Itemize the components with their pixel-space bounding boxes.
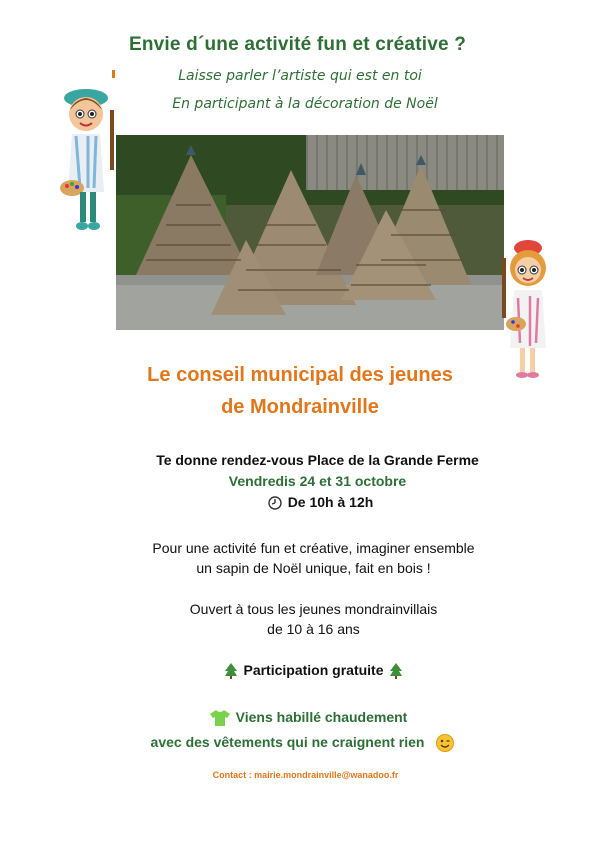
- page-title: Envie d´une activité fun et créative ?: [128, 34, 467, 55]
- clock-icon: [268, 496, 282, 510]
- audience-line1: Ouvert à tous les jeunes mondrainvillais: [189, 601, 438, 617]
- council-heading-line1: Le conseil municipal des jeunes: [147, 364, 453, 386]
- description-line1: Pour une activité fun et créative, imaginer ensemble: [152, 540, 475, 556]
- subtitle-decoration: En participant à la décoration de Noël: [172, 96, 438, 112]
- meeting-place: Te donne rendez-vous Place de la Grande Ferme: [156, 452, 479, 468]
- christmas-tree-icon: [225, 663, 237, 679]
- meeting-time: De 10h à 12h: [287, 494, 374, 510]
- wooden-trees-photo: [116, 135, 504, 330]
- clothing-row2: [8, 734, 595, 752]
- clothing-line1: Viens habillé chaudement: [235, 709, 408, 725]
- painter-girl-illustration: [500, 238, 550, 380]
- participation-label: Participation gratuite: [243, 662, 384, 678]
- clothing-line2: avec des vêtements qui ne craignent rien: [150, 734, 425, 750]
- participation-row: [16, 662, 595, 679]
- painter-boy-illustration: [58, 70, 120, 238]
- meeting-dates: Vendredis 24 et 31 octobre: [228, 473, 407, 489]
- clothing-row1: [8, 709, 595, 726]
- meeting-time-row: [20, 494, 595, 510]
- subtitle-artist: Laisse parler l’artiste qui est en toi: [178, 68, 422, 84]
- contact-email[interactable]: Contact : mairie.mondrainville@wanadoo.fr: [212, 770, 399, 780]
- audience-line2: de 10 à 16 ans: [267, 621, 360, 637]
- tshirt-icon: [210, 710, 230, 726]
- description-line2: un sapin de Noël unique, fait en bois !: [196, 560, 431, 576]
- council-heading-line2: de Mondrainville: [221, 396, 379, 418]
- wink-emoji-icon: [436, 734, 454, 752]
- christmas-tree-icon: [390, 663, 402, 679]
